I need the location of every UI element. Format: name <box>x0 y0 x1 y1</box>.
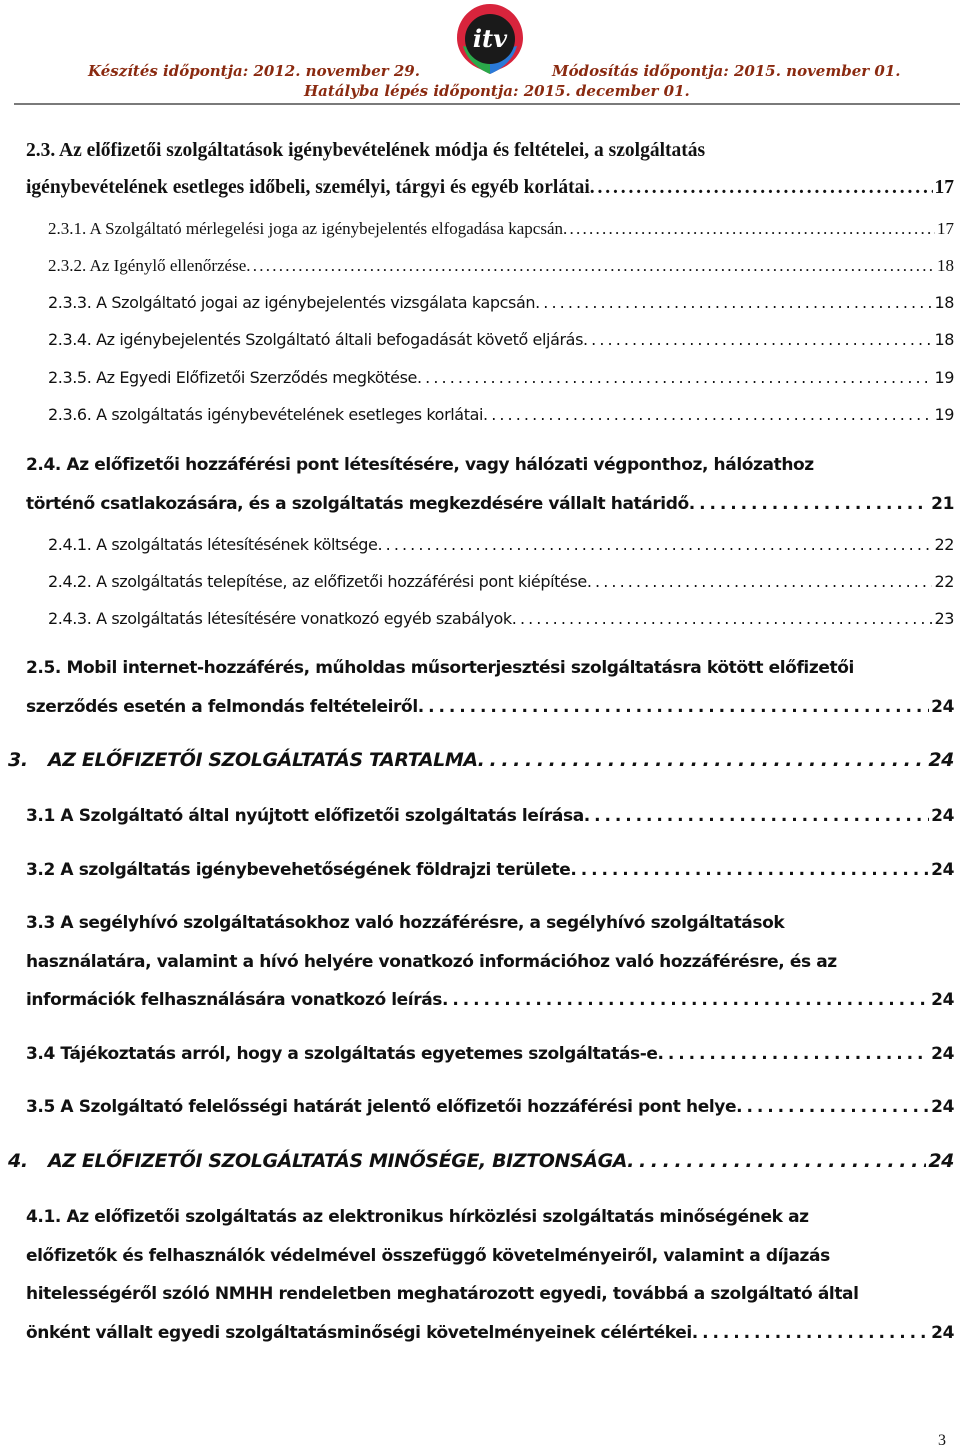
toc-entry-3-1[interactable]: 3.1 A Szolgáltató által nyújtott előfizetői szolgáltatás leírása . . . 24 <box>26 806 954 826</box>
toc-entry-line: 4.1. Az előfizetői szolgáltatás az elektronikus hírközlési szolgáltatás minőségének az <box>26 1207 809 1227</box>
toc-entry-2-4-1[interactable]: 2.4.1. A szolgáltatás létesítésének költsége . . . 22 <box>48 535 954 554</box>
toc-page-number: 24 <box>928 1150 954 1172</box>
document-header <box>0 0 960 104</box>
toc-page-number: 22 <box>934 535 954 554</box>
toc-entry-line: önként vállalt egyedi szolgáltatásminőségi követelményeinek célértékei . . . 24 <box>26 1323 954 1343</box>
toc-entry-line: történő csatlakozására, és a szolgáltatás megkezdésére vállalt határidő . . . 21 <box>26 494 954 514</box>
toc-entry-2-4-2[interactable]: 2.4.2. A szolgáltatás telepítése, az előfizetői hozzáférési pont kiépítése . . . 22 <box>48 572 954 591</box>
toc-page-number: 24 <box>931 806 954 826</box>
toc-entry-3-2[interactable]: 3.2 A szolgáltatás igénybevehetőségének földrajzi területe . . . 24 <box>26 860 954 880</box>
toc-entry-2-3-4[interactable]: 2.3.4. Az igénybejelentés Szolgáltató általi befogadását követő eljárás . . . 18 <box>48 330 954 349</box>
toc-page-number: 19 <box>934 368 954 387</box>
toc-entry-line: előfizetők és felhasználók védelmével összefüggő követelményeiről, valamint a díjazás <box>26 1246 830 1266</box>
toc-page-number: 23 <box>934 609 954 628</box>
toc-page-number: 24 <box>931 860 954 880</box>
toc-entry-2-3-5[interactable]: 2.3.5. Az Egyedi Előfizetői Szerződés megkötése . . . 19 <box>48 368 954 387</box>
toc-page-number: 24 <box>931 697 954 717</box>
toc-page-number: 24 <box>931 1097 954 1117</box>
toc-entry-2-3-2[interactable]: 2.3.2. Az Igénylő ellenőrzése . . . 18 <box>48 256 954 276</box>
logo-text: itv <box>472 24 508 53</box>
toc-entry-3[interactable]: 3. AZ ELŐFIZETŐI SZOLGÁLTATÁS TARTALMA . . . 24 <box>8 749 954 771</box>
toc-entry-line: szerződés esetén a felmondás feltételeiről . . . 24 <box>26 697 954 717</box>
toc-page-number: 17 <box>937 219 954 238</box>
toc-entry-line: hitelességéről szóló NMHH rendeletben meghatározott egyedi, továbbá a szolgáltató által <box>26 1284 859 1304</box>
toc-page-number: 22 <box>934 572 954 591</box>
toc-page-number: 24 <box>931 990 954 1010</box>
toc-page-number: 24 <box>931 1044 954 1064</box>
toc-entry-2-4-3[interactable]: 2.4.3. A szolgáltatás létesítésére vonatkozó egyéb szabályok . . . 23 <box>48 609 954 628</box>
footer-page-number: 3 <box>938 1432 946 1449</box>
toc-page-number: 19 <box>934 405 954 424</box>
toc-page-number: 18 <box>937 256 954 275</box>
toc-entry-2-3-1[interactable]: 2.3.1. A Szolgáltató mérlegelési joga az igénybejelentés elfogadása kapcsán . . . 17 <box>48 219 954 239</box>
toc-page-number: 17 <box>934 177 954 198</box>
toc-entry-line: 2.5. Mobil internet-hozzáférés, műholdas műsorterjesztési szolgáltatásra kötött előfizetői <box>26 658 854 678</box>
toc-entry-line: igénybevételének esetleges időbeli, személyi, tárgyi és egyéb korlátai . . . 17 <box>26 177 954 199</box>
toc-entry-3-4[interactable]: 3.4 Tájékoztatás arról, hogy a szolgáltatás egyetemes szolgáltatás-e . . . 24 <box>26 1044 954 1064</box>
toc-page-number: 18 <box>934 330 954 349</box>
itv-logo-icon <box>453 2 527 76</box>
toc-entry-3-5[interactable]: 3.5 A Szolgáltató felelősségi határát jelentő előfizetői hozzáférési pont helye . . . 24 <box>26 1097 954 1117</box>
toc-entry-line: 2.4. Az előfizetői hozzáférési pont létesítésére, vagy hálózati végponthoz, hálózathoz <box>26 455 814 475</box>
toc-entry-line: használatára, valamint a hívó helyére vonatkozó információhoz való hozzáférésre, és az <box>26 952 837 972</box>
toc-page-number: 21 <box>931 494 954 514</box>
effective-date: Hatályba lépés időpontja: 2015. december 01. <box>304 82 690 100</box>
toc-entry-4[interactable]: 4. AZ ELŐFIZETŐI SZOLGÁLTATÁS MINŐSÉGE, BIZTONSÁGA . . . 24 <box>8 1150 954 1172</box>
toc-entry-line: információk felhasználására vonatkozó leírás . . . 24 <box>26 990 954 1010</box>
created-date: Készítés időpontja: 2012. november 29. <box>88 62 420 80</box>
header-divider <box>14 103 960 105</box>
toc-entry-2-3-3[interactable]: 2.3.3. A Szolgáltató jogai az igénybejelentés vizsgálata kapcsán . . . 18 <box>48 293 954 312</box>
toc-page-number: 24 <box>928 749 954 771</box>
toc-entry-line: 2.3. Az előfizetői szolgáltatások igénybevételének módja és feltételei, a szolgáltatás <box>26 140 706 161</box>
toc-page-number: 24 <box>931 1323 954 1343</box>
toc-entry-line: 3.3 A segélyhívó szolgáltatásokhoz való hozzáférésre, a segélyhívó szolgáltatások <box>26 913 785 933</box>
modified-date: Módosítás időpontja: 2015. november 01. <box>552 62 901 80</box>
toc-page-number: 18 <box>934 293 954 312</box>
toc-entry-2-3-6[interactable]: 2.3.6. A szolgáltatás igénybevételének esetleges korlátai . . . 19 <box>48 405 954 424</box>
